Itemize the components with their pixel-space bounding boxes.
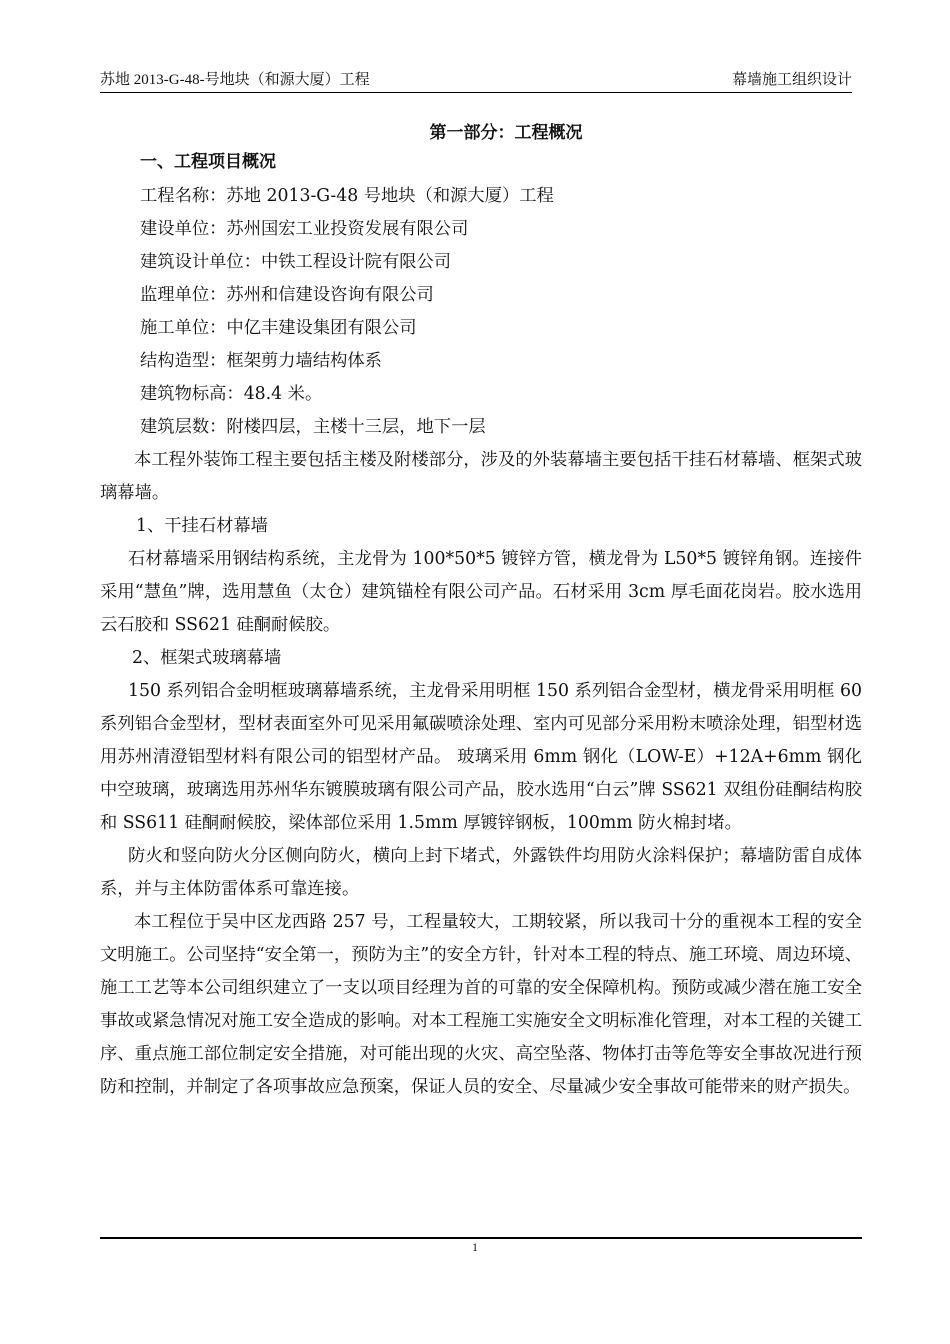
info-designer: 建筑设计单位：中铁工程设计院有限公司 <box>140 252 452 272</box>
intro-paragraph: 本工程外装饰工程主要包括主楼及附楼部分，涉及的外装幕墙主要包括干挂石材幕墙、框架式玻璃幕墙。 <box>100 450 862 503</box>
page-number: 1 <box>472 1240 478 1254</box>
footer-rule <box>100 1237 862 1239</box>
info-height: 建筑物标高：48.4 米。 <box>140 384 323 404</box>
header-project-name: 苏地 2013-G-48-号地块（和源大厦）工程 <box>100 72 370 88</box>
subheading-glass-curtain-wall: 2、框架式玻璃幕墙 <box>132 648 282 668</box>
info-project-name: 工程名称：苏地 2013-G-48 号地块（和源大厦）工程 <box>140 186 554 206</box>
fire-lightning-paragraph: 防火和竖向防火分区侧向防火，横向上封下堵式，外露铁件均用防火涂料保护；幕墙防雷自成体系，并与主体防雷体系可靠连接。 <box>100 846 862 899</box>
info-owner: 建设单位：苏州国宏工业投资发展有限公司 <box>140 219 469 239</box>
header-doc-title: 幕墙施工组织设计 <box>731 72 852 88</box>
part-title: 第一部分：工程概况 <box>429 123 583 143</box>
stone-curtain-wall-paragraph: 石材幕墙采用钢结构系统，主龙骨为 100*50*5 镀锌方管，横龙骨为 L50*5 镀锌角钢。连接件采用“慧鱼”牌，选用慧鱼（太仓）建筑锚栓有限公司产品。石材采用 3cm 厚毛面花岗岩。胶水选用云石胶和 SS621 硅酮耐候胶。 <box>100 549 862 635</box>
page-body <box>100 118 862 1104</box>
header-rule <box>100 92 852 93</box>
subheading-stone-curtain-wall: 1、干挂石材幕墙 <box>136 516 268 536</box>
section-heading: 一、工程项目概况 <box>140 152 276 172</box>
info-floors: 建筑层数：附楼四层，主楼十三层，地下一层 <box>140 417 486 437</box>
info-contractor: 施工单位：中亿丰建设集团有限公司 <box>140 318 417 338</box>
info-supervisor: 监理单位：苏州和信建设咨询有限公司 <box>140 285 434 305</box>
glass-curtain-wall-paragraph: 150 系列铝合金明框玻璃幕墙系统，主龙骨采用明框 150 系列铝合金型材，横龙骨采用明框 60 系列铝合金型材，型材表面室外可见采用氟碳喷涂处理、室内可见部分采用粉末喷涂处理，铝型材选用苏州清澄铝型材料有限公司的铝型材产品。 玻璃采用 6mm 钢化（LOW-E）+12A+6mm 钢化中空玻璃，玻璃选用苏州华东镀膜玻璃有限公司产品，胶水选用“白云”牌 SS621 双组份硅酮结构胶和 SS611 硅酮耐候胶，梁体部位采用 1.5mm 厚镀锌钢板，100mm 防火棉封堵。 <box>100 681 862 833</box>
safety-paragraph: 本工程位于吴中区龙西路 257 号，工程量较大，工期较紧，所以我司十分的重视本工程的安全文明施工。公司坚持“安全第一，预防为主”的安全方针，针对本工程的特点、施工环境、周边环境、施工工艺等本公司组织建立了一支以项目经理为首的可靠的安全保障机构。预防或减少潜在施工安全事故或紧急情况对施工安全造成的影响。对本工程施工实施安全文明标准化管理，对本工程的关键工序、重点施工部位制定安全措施，对可能出现的火灾、高空坠落、物体打击等危等安全事故况进行预防和控制，并制定了各项事故应急预案，保证人员的安全、尽量减少安全事故可能带来的财产损失。 <box>100 912 862 1097</box>
info-structure: 结构造型：框架剪力墙结构体系 <box>140 351 382 371</box>
page-header <box>100 66 852 92</box>
